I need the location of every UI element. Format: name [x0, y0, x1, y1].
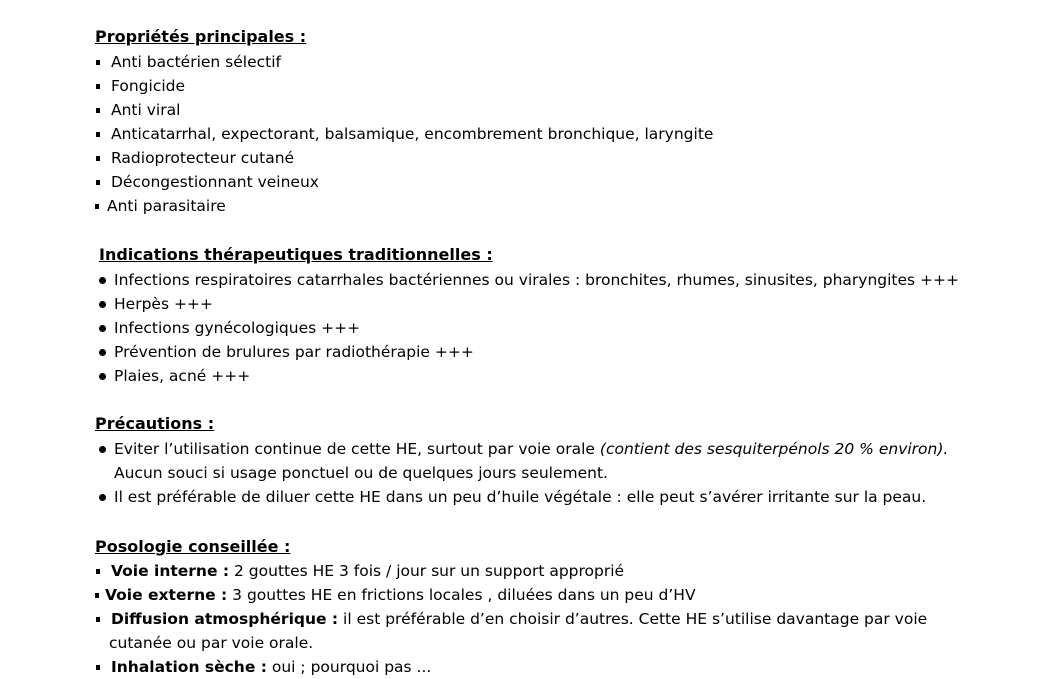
bullet-icon	[99, 349, 106, 356]
list-item: Infections respiratoires catarrhales bactériennes ou virales : bronchites, rhumes, sinusites, pharyngites +++	[95, 268, 959, 292]
posology-heading: Posologie conseillée :	[95, 537, 291, 556]
list-item: Anticatarrhal, expectorant, balsamique, encombrement bronchique, laryngite	[95, 122, 713, 146]
precautions-section	[95, 414, 948, 509]
list-item: Fongicide	[95, 74, 713, 98]
indications-heading: Indications thérapeutiques traditionnelles :	[99, 245, 493, 264]
precautions-list	[95, 437, 948, 509]
properties-section	[95, 27, 713, 218]
indications-list	[95, 268, 959, 388]
bullet-icon	[99, 325, 106, 332]
list-item: Anti bactérien sélectif	[95, 50, 713, 74]
bullet-icon	[99, 494, 106, 501]
list-item: Décongestionnant veineux	[95, 170, 713, 194]
bullet-icon	[95, 204, 99, 209]
precautions-heading: Précautions :	[95, 414, 215, 433]
properties-list	[95, 50, 713, 218]
posology-section	[95, 537, 927, 679]
bullet-icon	[99, 373, 106, 380]
list-item: Inhalation sèche : oui ; pourquoi pas ...	[95, 655, 927, 679]
bullet-icon	[99, 446, 106, 453]
list-item: Anti viral	[95, 98, 713, 122]
bullet-icon	[96, 132, 100, 137]
bullet-icon	[95, 593, 99, 598]
bullet-icon	[96, 665, 100, 670]
list-item-continuation: Aucun souci si usage ponctuel ou de quelques jours seulement.	[114, 464, 608, 482]
bullet-icon	[96, 108, 100, 113]
list-item: Infections gynécologiques +++	[95, 316, 959, 340]
list-item-continuation: cutanée ou par voie orale.	[109, 634, 314, 652]
list-item: Voie externe : 3 gouttes HE en frictions locales , diluées dans un peu d’HV	[95, 583, 927, 607]
properties-heading: Propriétés principales :	[95, 27, 307, 46]
list-item: Voie interne : 2 gouttes HE 3 fois / jour sur un support approprié	[95, 559, 927, 583]
list-item: Herpès +++	[95, 292, 959, 316]
bullet-icon	[96, 180, 100, 185]
bullet-icon	[96, 156, 100, 161]
posology-list	[95, 559, 927, 679]
bullet-icon	[99, 301, 106, 308]
list-item: Plaies, acné +++	[95, 364, 959, 388]
list-item: Radioprotecteur cutané	[95, 146, 713, 170]
list-item: Prévention de brulures par radiothérapie +++	[95, 340, 959, 364]
list-item: Diffusion atmosphérique : il est préférable d’en choisir d’autres. Cette HE s’utilise davantage par voie	[95, 607, 927, 631]
list-item: Il est préférable de diluer cette HE dans un peu d’huile végétale : elle peut s’avérer irritante sur la peau.	[95, 485, 948, 509]
bullet-icon	[96, 84, 100, 89]
bullet-icon	[96, 617, 100, 622]
bullet-icon	[96, 60, 100, 65]
list-item: Eviter l’utilisation continue de cette HE, surtout par voie orale (contient des sesquiterpénols 20 % environ).	[95, 437, 948, 461]
list-item: Anti parasitaire	[95, 194, 713, 218]
bullet-icon	[99, 277, 106, 284]
bullet-icon	[96, 569, 100, 574]
indications-section	[99, 245, 959, 388]
